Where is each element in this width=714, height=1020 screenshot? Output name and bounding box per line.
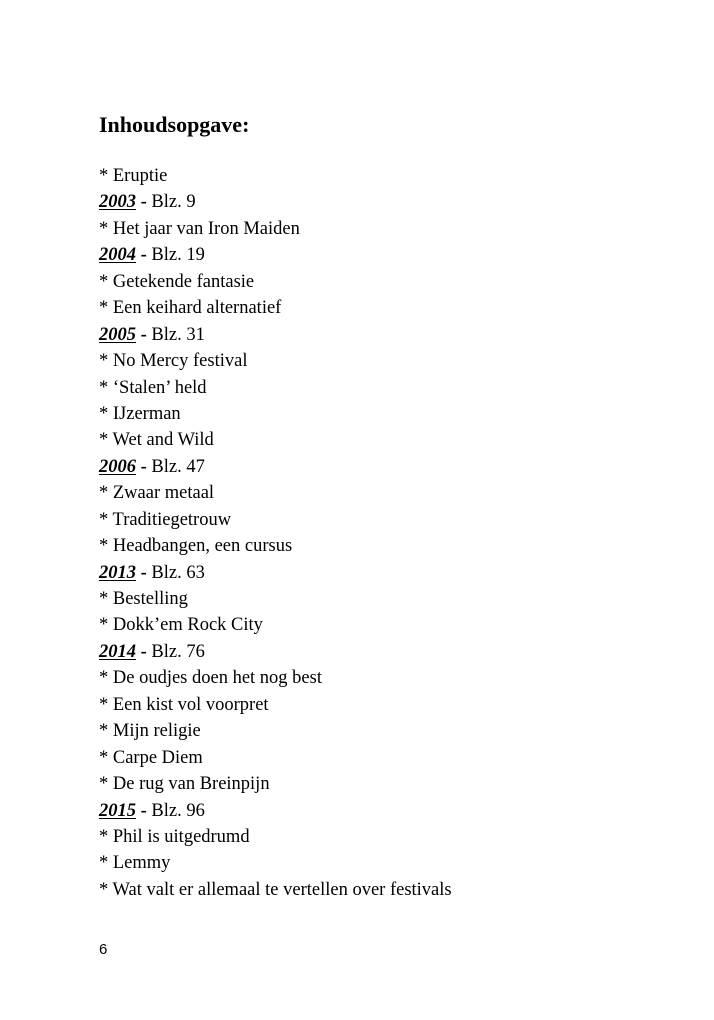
toc-year-heading bbox=[99, 242, 452, 268]
toc-year: 2006 bbox=[99, 456, 136, 477]
toc-item: * Dokk’em Rock City bbox=[99, 615, 263, 636]
toc-page-reference: Blz. 47 bbox=[151, 456, 205, 477]
toc-page-reference: Blz. 9 bbox=[151, 192, 196, 213]
toc-year-heading bbox=[99, 639, 452, 665]
toc-page-reference: Blz. 96 bbox=[151, 800, 205, 821]
toc-year-heading bbox=[99, 322, 452, 348]
toc-item: * Wet and Wild bbox=[99, 430, 214, 451]
toc-item: * Phil is uitgedrumd bbox=[99, 826, 250, 847]
toc-separator: - bbox=[140, 800, 147, 821]
toc-item: * Mijn religie bbox=[99, 721, 201, 742]
toc-separator: - bbox=[140, 192, 147, 213]
toc-year-heading bbox=[99, 189, 452, 215]
toc-separator: - bbox=[140, 324, 147, 345]
toc-item: * No Mercy festival bbox=[99, 351, 248, 372]
toc-year-heading bbox=[99, 560, 452, 586]
toc-item: * De oudjes doen het nog best bbox=[99, 668, 322, 689]
toc-item: * Een kist vol voorpret bbox=[99, 694, 269, 715]
toc-item: * ‘Stalen’ held bbox=[99, 377, 207, 398]
toc-year: 2005 bbox=[99, 324, 136, 345]
toc-item: * IJzerman bbox=[99, 403, 181, 424]
toc-item: * Headbangen, een cursus bbox=[99, 536, 293, 557]
toc-separator: - bbox=[140, 456, 147, 477]
toc-year: 2015 bbox=[99, 800, 136, 821]
page-title: Inhoudsopgave: bbox=[99, 112, 250, 137]
toc-year: 2004 bbox=[99, 245, 136, 266]
toc-item: * De rug van Breinpijn bbox=[99, 774, 270, 795]
toc-page-reference: Blz. 63 bbox=[151, 562, 205, 583]
toc-item: * Lemmy bbox=[99, 853, 171, 874]
toc-item: * Eruptie bbox=[99, 166, 168, 186]
toc-item: * Bestelling bbox=[99, 589, 188, 609]
toc-item: * Zwaar metaal bbox=[99, 483, 215, 504]
toc-separator: - bbox=[140, 562, 147, 583]
toc-year: 2013 bbox=[99, 562, 136, 583]
toc-year-heading bbox=[99, 454, 452, 480]
toc-separator: - bbox=[140, 641, 147, 662]
toc-item: * Wat valt er allemaal te vertellen over festivals bbox=[99, 879, 452, 900]
toc-page-reference: Blz. 19 bbox=[151, 245, 205, 266]
toc-item: * Getekende fantasie bbox=[99, 271, 255, 292]
toc-year: 2014 bbox=[99, 641, 136, 662]
table-of-contents bbox=[99, 163, 452, 903]
toc-year-heading bbox=[99, 798, 452, 824]
toc-item: * Traditiegetrouw bbox=[99, 509, 232, 530]
toc-year: 2003 bbox=[99, 192, 136, 213]
toc-item: * Carpe Diem bbox=[99, 747, 203, 768]
toc-page-reference: Blz. 76 bbox=[151, 641, 205, 662]
page-number: 6 bbox=[99, 941, 108, 958]
toc-page-reference: Blz. 31 bbox=[151, 324, 205, 345]
toc-item: * Een keihard alternatief bbox=[99, 298, 282, 319]
toc-item: * Het jaar van Iron Maiden bbox=[99, 218, 300, 239]
toc-separator: - bbox=[140, 245, 147, 266]
